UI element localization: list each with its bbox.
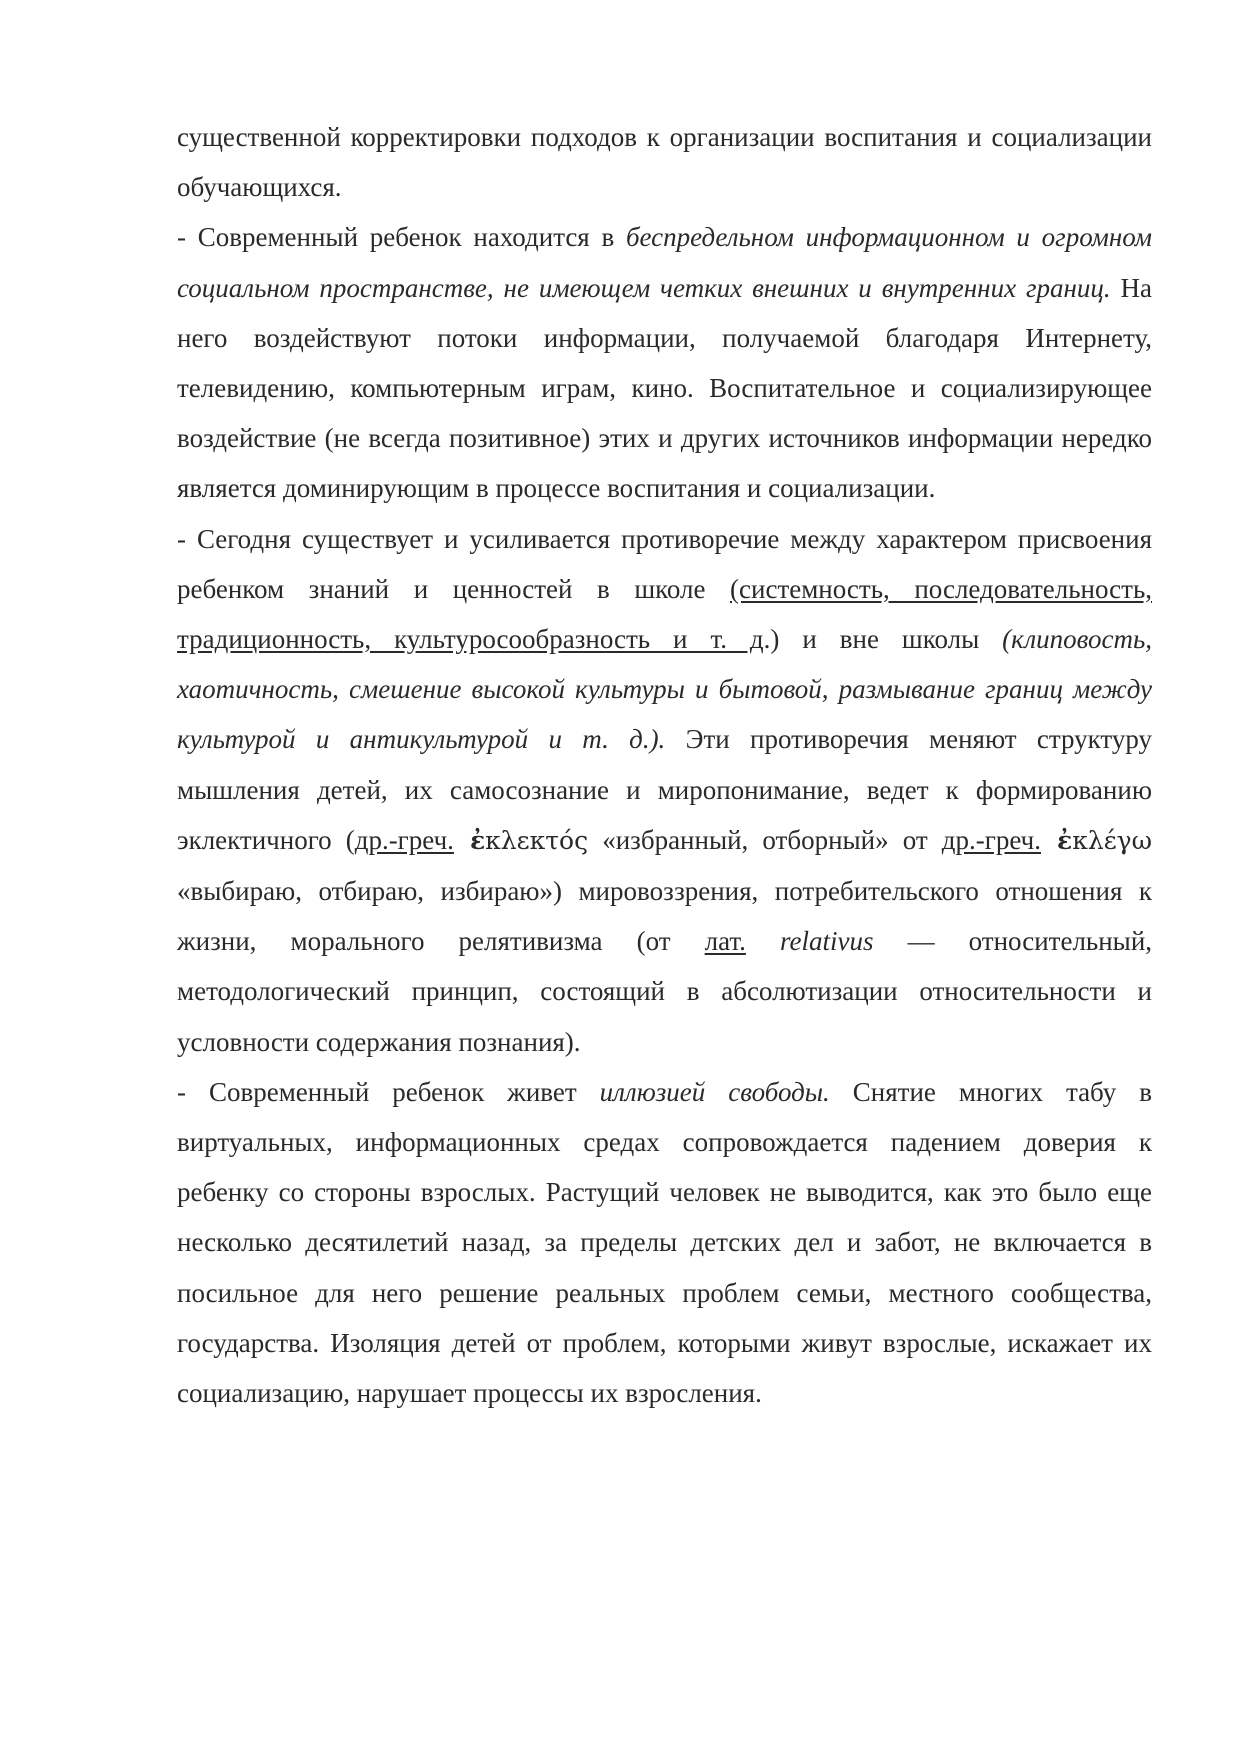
paragraph-4-italic: иллюзией свободы.: [599, 1076, 830, 1107]
body-text: [177, 112, 1152, 1418]
paragraph-3-underlined: (системность, последовательность, традиционность, культуросообразность и т. д: [177, 573, 1153, 655]
paragraph-4: [177, 1067, 1152, 1418]
greek-word-1-prefix: ἐ: [453, 825, 486, 855]
greek-word-2: κλέγω: [1072, 825, 1152, 855]
paragraph-1-text: существенной корректировки подходов к организации воспитания и социализации обучающихся.: [177, 122, 1152, 203]
latin-language-link[interactable]: лат.: [704, 926, 746, 957]
paragraph-3-rest-4: — относительный, методологический принцип, состоящий в абсолютизации относительности и условности содержания познания).: [177, 926, 1153, 1057]
latin-word: relativus: [780, 926, 874, 957]
paragraph-3-rest-2: «избранный, отборный» от: [588, 824, 942, 855]
paragraph-4-lead: - Современный ребенок живет: [177, 1076, 600, 1107]
paragraph-3-italic: (клиповость, хаотичность, смешение высокой культуры и бытовой, размывание границ между культурой и антикультурой и т. д.).: [177, 624, 1152, 755]
paragraph-3-rest-3: «выбираю, отбираю, избираю») мировоззрения, потребительского отношения к жизни, морального релятивизма (от: [177, 876, 1152, 957]
paragraph-2-rest: На него воздействуют потоки информации, получаемой благодаря Интернету, телевидению, компьютерным играм, кино. Воспитательное и социализирующее воздействие (не всегда позитивное) этих и других источников информации нередко является доминирующим в процессе воспитания и социализации.: [177, 272, 1152, 504]
paragraph-1: [177, 112, 1152, 212]
paragraph-2-lead: - Современный ребенок находится в: [177, 222, 626, 253]
paragraph-3-lead: - Сегодня существует и усиливается противоречие между характером присвоения ребенком знаний и ценностей в школе: [177, 523, 1152, 604]
paragraph-4-rest: Снятие многих табу в виртуальных, информационных средах сопровождается падением доверия к ребенку со стороны взрослых. Растущий человек не выводится, как это было еще несколько десятилетий назад, за пределы детских дел и забот, не включается в посильное для него решение реальных проблем семьи, местного сообщества, государства. Изоляция детей от проблем, которыми живут взрослые, искажает их социализацию, нарушает процессы их взросления.: [177, 1076, 1153, 1409]
paragraph-3-mid: .) и вне школы: [763, 624, 1003, 655]
paragraph-2: [177, 212, 1152, 513]
greek-language-link-2[interactable]: др.-греч.: [941, 824, 1041, 855]
greek-language-link-1[interactable]: др.-греч.: [354, 824, 454, 855]
paragraph-2-italic: беспредельном информационном и огромном социальном пространстве, не имеющем четких внешних и внутренних границ.: [177, 222, 1152, 303]
paragraph-3-rest-1: Эти противоречия меняют структуру мышления детей, их самосознание и миропонимание, ведет к формированию эклектичного (: [177, 724, 1152, 855]
greek-word-2-prefix: ἐ: [1040, 825, 1073, 855]
paragraph-3: [177, 514, 1152, 1067]
greek-word-1: κλεκτός: [485, 825, 589, 855]
